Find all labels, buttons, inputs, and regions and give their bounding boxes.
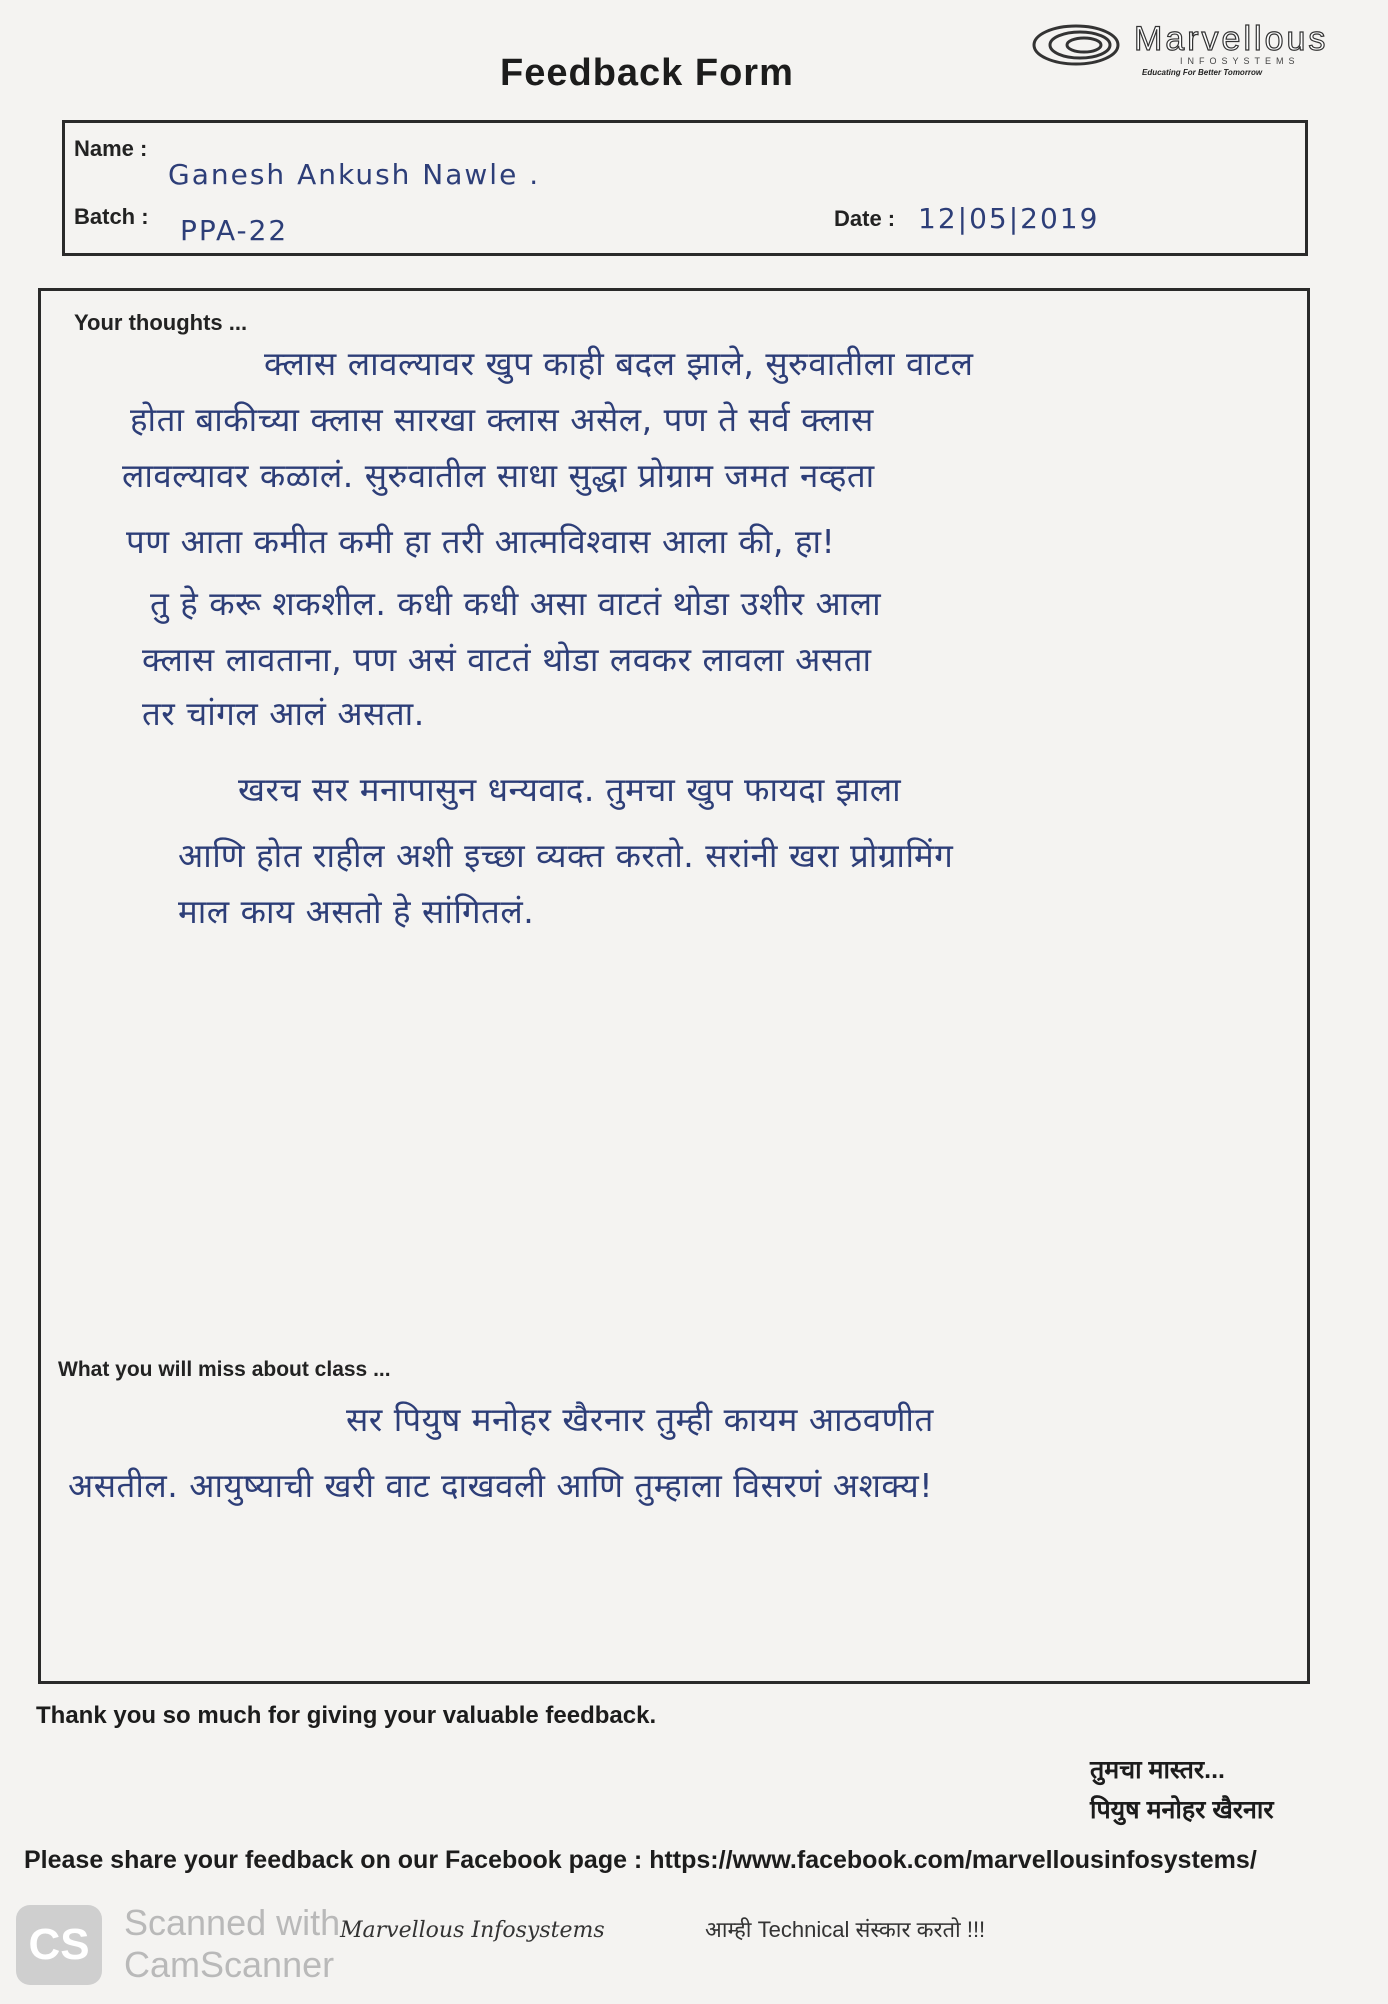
- footer-brand: Marvellous Infosystems: [340, 1918, 605, 1943]
- logo-tagline: Educating For Better Tomorrow: [1142, 68, 1263, 77]
- thoughts-line: होता बाकीच्या क्लास सारखा क्लास असेल, पण ते सर्व क्लास: [130, 400, 874, 439]
- miss-line: सर पियुष मनोहर खैरनार तुम्ही कायम आठवणीत: [346, 1400, 934, 1439]
- signature-line-2: पियुष मनोहर खैरनार: [1090, 1796, 1274, 1824]
- name-value: Ganesh Ankush Nawle .: [168, 158, 541, 191]
- batch-value: PPA-22: [180, 214, 289, 247]
- miss-line: असतील. आयुष्याची खरी वाट दाखवली आणि तुम्हाला विसरणं अशक्य!: [68, 1466, 933, 1505]
- thoughts-label: Your thoughts ...: [74, 310, 248, 335]
- name-label: Name :: [74, 136, 148, 161]
- thoughts-line: तु हे करू शकशील. कधी कधी असा वाटतं थोडा उशीर आला: [150, 584, 882, 623]
- date-value: 12|05|2019: [918, 202, 1100, 235]
- logo-swirl-icon: [1030, 22, 1122, 68]
- facebook-share-text: Please share your feedback on our Facebook page : https://www.facebook.com/marvellousinfosystems/: [24, 1846, 1257, 1874]
- date-label: Date :: [834, 206, 896, 231]
- miss-label: What you will miss about class ...: [58, 1358, 391, 1381]
- thoughts-line: क्लास लावताना, पण असं वाटतं थोडा लवकर लावला असता: [142, 640, 872, 679]
- scanner-watermark-line-1: Scanned with: [124, 1902, 341, 1943]
- thoughts-line: खरच सर मनापासुन धन्यवाद. तुमचा खुप फायदा झाला: [238, 770, 902, 809]
- thoughts-line: क्लास लावल्यावर खुप काही बदल झाले, सुरुवातीला वाटल: [264, 344, 974, 383]
- thoughts-line: माल काय असतो हे सांगितलं.: [178, 892, 535, 931]
- logo-name: Marvellous: [1134, 20, 1329, 58]
- thoughts-line: तर चांगल आलं असता.: [142, 694, 425, 733]
- scanner-watermark-line-2: CamScanner: [124, 1944, 335, 1985]
- footer-tagline: आम्ही Technical संस्कार करतो !!!: [705, 1917, 986, 1942]
- signature-line-1: तुमचा मास्तर...: [1090, 1756, 1225, 1784]
- form-title: Feedback Form: [500, 52, 794, 94]
- company-logo: [1030, 18, 1360, 77]
- thoughts-line: पण आता कमीत कमी हा तरी आत्मविश्वास आला की, हा!: [126, 522, 836, 561]
- batch-label: Batch :: [74, 204, 149, 229]
- thanks-message: Thank you so much for giving your valuable feedback.: [36, 1702, 657, 1729]
- logo-subtitle: INFOSYSTEMS: [1180, 56, 1300, 66]
- thoughts-line: आणि होत राहील अशी इच्छा व्यक्त करतो. सरांनी खरा प्रोग्रामिंग: [178, 836, 954, 875]
- camscanner-logo-icon: CS: [16, 1905, 102, 1985]
- thoughts-line: लावल्यावर कळालं. सुरुवातील साधा सुद्धा प्रोग्राम जमत नव्हता: [122, 456, 875, 495]
